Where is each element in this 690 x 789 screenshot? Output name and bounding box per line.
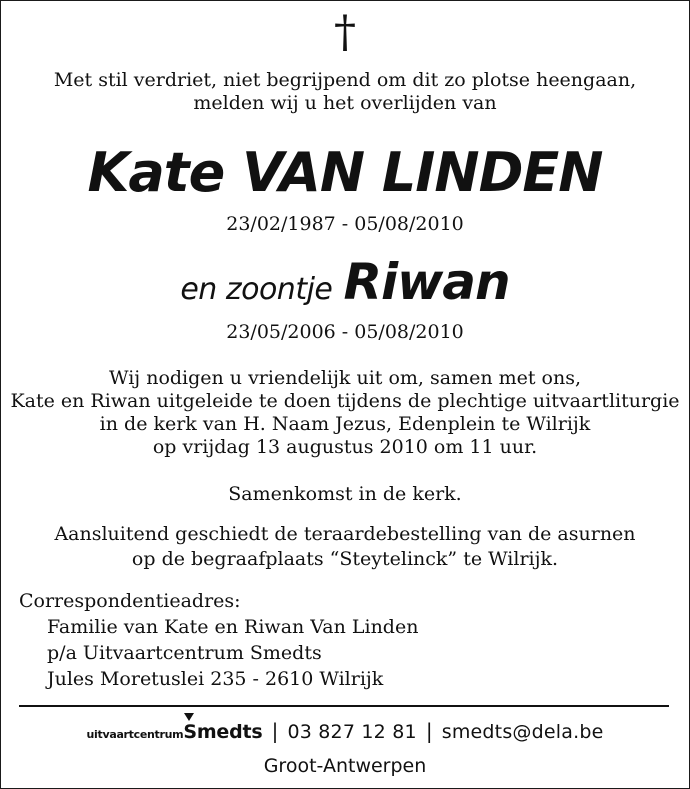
region-label: Groot-Antwerpen — [263, 755, 427, 777]
son-prefix: en zoontje — [180, 272, 333, 307]
son-heading — [1, 253, 689, 323]
burial-text — [1, 522, 689, 572]
brand-name: Smedts — [183, 721, 263, 743]
invitation-text — [1, 367, 689, 459]
gathering-text: Samenkomst in de kerk. — [228, 483, 462, 505]
intro-line: melden wij u het overlijden van — [193, 92, 497, 114]
son-dates: 23/05/2006 - 05/08/2010 — [226, 321, 464, 343]
burial-line: op de begraafplaats “Steytelinck” te Wilrijk. — [131, 548, 559, 570]
invitation-line: op vrijdag 13 augustus 2010 om 11 uur. — [152, 436, 538, 458]
address-line: Jules Moretuslei 235 - 2610 Wilrijk — [47, 668, 384, 690]
correspondence-address — [47, 614, 418, 692]
phone-number: 03 827 12 81 — [287, 721, 417, 743]
separator: | — [425, 719, 433, 743]
brand-small-text: uitvaartcentrum — [86, 728, 184, 741]
correspondence-title: Correspondentieadres: — [19, 590, 241, 612]
son-name: Riwan — [343, 253, 510, 311]
separator: | — [271, 719, 279, 743]
deceased-dates: 23/02/1987 - 05/08/2010 — [226, 213, 464, 235]
footer-divider — [19, 705, 669, 707]
address-line: p/a Uitvaartcentrum Smedts — [47, 642, 322, 664]
intro-text — [1, 69, 689, 115]
invitation-line: Wij nodigen u vriendelijk uit om, samen met ons, — [109, 367, 581, 389]
deceased-name: Kate VAN LINDEN — [87, 141, 603, 204]
invitation-line: in de kerk van H. Naam Jezus, Edenplein te Wilrijk — [99, 413, 591, 435]
burial-line: Aansluitend geschiedt de teraardebestelling van de asurnen — [54, 523, 636, 545]
intro-line: Met stil verdriet, niet begrijpend om dit zo plotse heengaan, — [53, 69, 637, 91]
brand-logo — [86, 721, 262, 743]
invitation-line: Kate en Riwan uitgeleide te doen tijdens de plechtige uitvaartliturgie — [10, 390, 680, 412]
email-address: smedts@dela.be — [441, 721, 604, 743]
cross-icon: † — [334, 7, 356, 58]
arrow-down-icon — [184, 713, 194, 721]
footer-contact — [1, 719, 689, 743]
address-line: Familie van Kate en Riwan Van Linden — [47, 616, 419, 638]
